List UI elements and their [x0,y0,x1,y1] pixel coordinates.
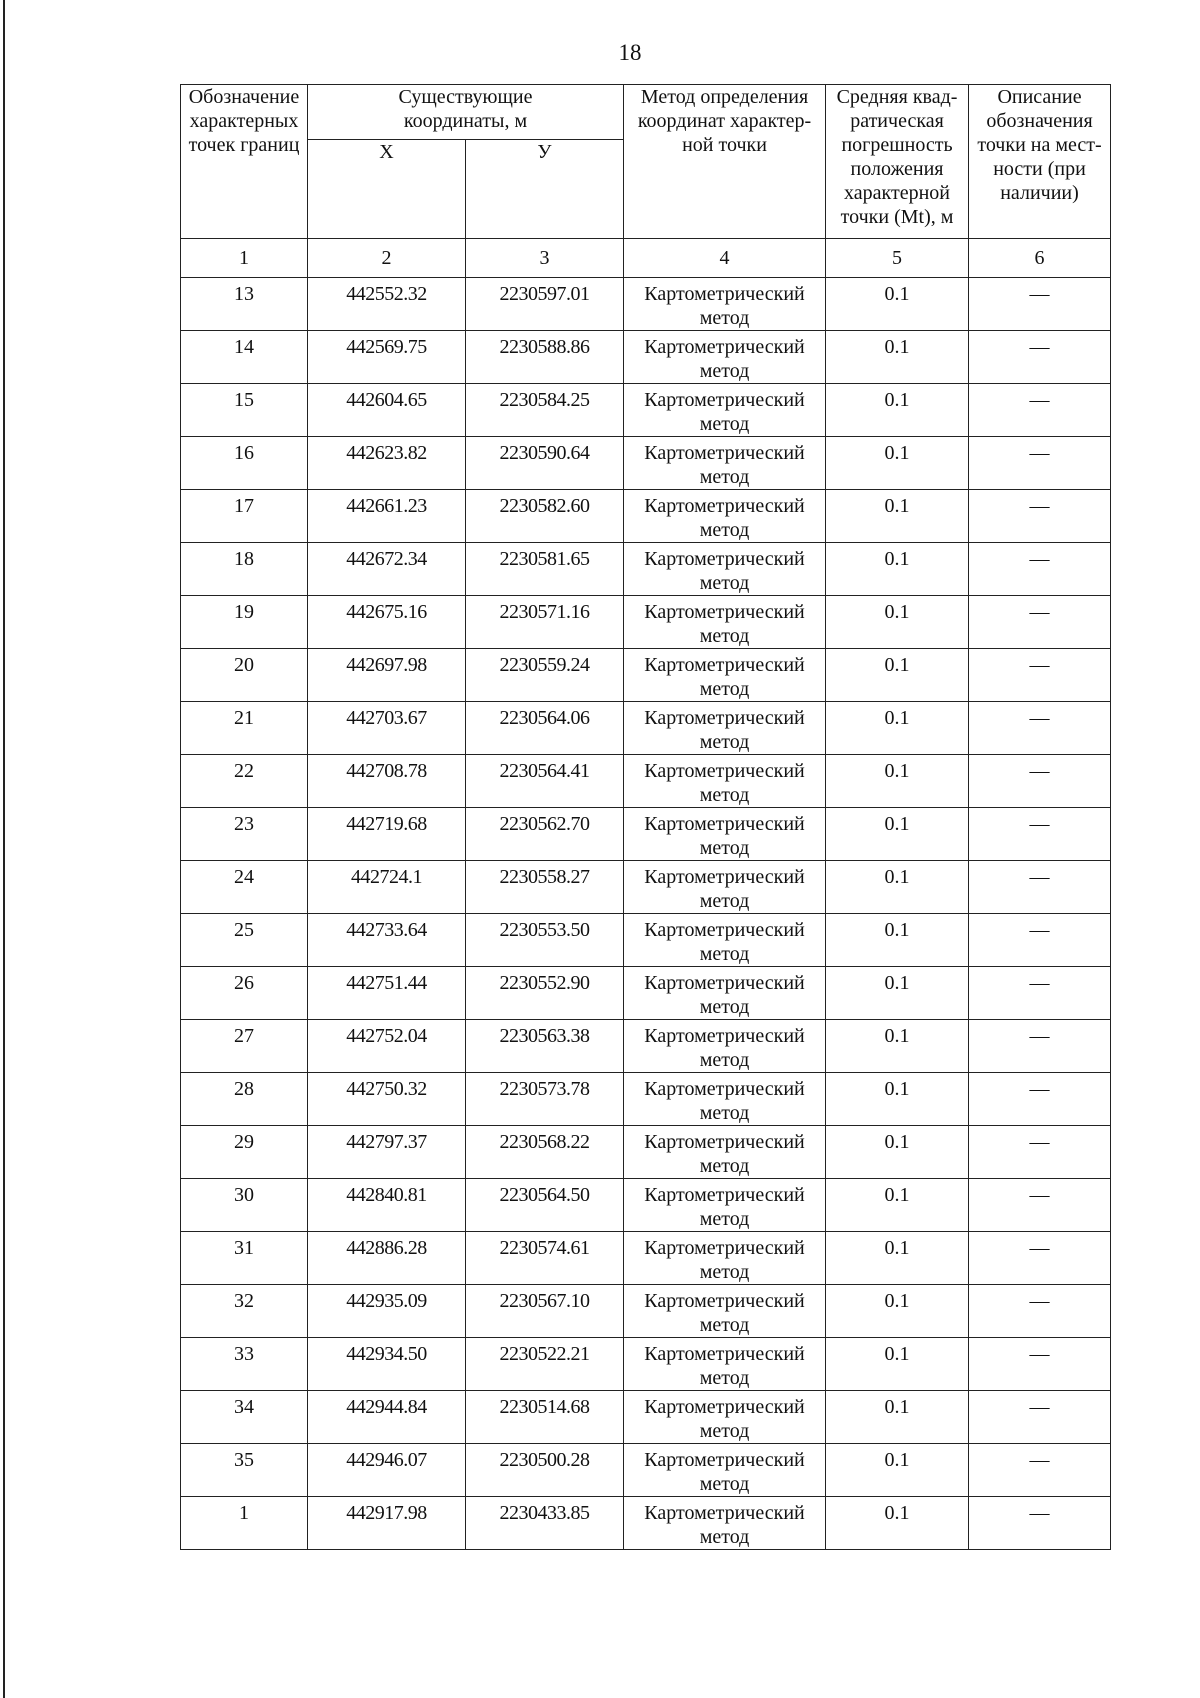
x-coordinate-cell: 442675.16 [308,596,466,649]
y-coordinate-cell: 2230573.78 [466,1073,624,1126]
x-coordinate-cell: 442886.28 [308,1232,466,1285]
description-cell: — [969,596,1111,649]
method-line: метод [699,1367,750,1389]
mt-cell: 0.1 [826,1338,969,1391]
point-number-cell: 33 [181,1338,308,1391]
method-cell [624,1126,826,1179]
point-number-cell: 16 [181,437,308,490]
method-cell [624,755,826,808]
table-row [181,861,1111,914]
y-coordinate-cell: 2230567.10 [466,1285,624,1338]
method-line: Картометрический [644,919,805,941]
point-number-cell: 21 [181,702,308,755]
mt-cell: 0.1 [826,702,969,755]
mt-cell: 0.1 [826,1391,969,1444]
table-row [181,755,1111,808]
method-cell [624,331,826,384]
method-line: метод [699,678,750,700]
method-line: Картометрический [644,1184,805,1206]
method-cell [624,861,826,914]
description-cell: — [969,649,1111,702]
method-line: метод [699,572,750,594]
method-cell [624,490,826,543]
method-line: метод [699,943,750,965]
description-cell: — [969,1444,1111,1497]
y-coordinate-cell: 2230568.22 [466,1126,624,1179]
header-description [969,85,1111,239]
table-row [181,1285,1111,1338]
method-line: Картометрический [644,1396,805,1418]
mt-cell: 0.1 [826,384,969,437]
table-row [181,649,1111,702]
mt-cell: 0.1 [826,1232,969,1285]
description-cell: — [969,702,1111,755]
table-row [181,543,1111,596]
method-line: Картометрический [644,1449,805,1471]
method-line: метод [699,360,750,382]
x-coordinate-cell: 442672.34 [308,543,466,596]
header-line: Обозначение [188,86,300,108]
x-coordinate-cell: 442797.37 [308,1126,466,1179]
table-row [181,914,1111,967]
method-line: Картометрический [644,389,805,411]
method-cell [624,702,826,755]
table-row [181,490,1111,543]
table-body [181,278,1111,1550]
method-line: Картометрический [644,866,805,888]
description-cell: — [969,1179,1111,1232]
description-cell: — [969,1232,1111,1285]
column-number: 1 [181,239,308,278]
x-coordinate-cell: 442751.44 [308,967,466,1020]
table-row [181,1444,1111,1497]
method-cell [624,649,826,702]
method-cell [624,967,826,1020]
point-number-cell: 14 [181,331,308,384]
header-line: ратическая [850,110,944,132]
method-line: Картометрический [644,654,805,676]
point-number-cell: 17 [181,490,308,543]
point-number-cell: 31 [181,1232,308,1285]
x-coordinate-cell: 442724.1 [308,861,466,914]
y-coordinate-cell: 2230553.50 [466,914,624,967]
mt-cell: 0.1 [826,1126,969,1179]
header-line: Описание [997,86,1082,108]
description-cell: — [969,1497,1111,1550]
column-number: 4 [624,239,826,278]
x-coordinate-cell: 442935.09 [308,1285,466,1338]
method-cell [624,1232,826,1285]
table-row [181,808,1111,861]
column-number: 5 [826,239,969,278]
description-cell: — [969,1126,1111,1179]
description-cell: — [969,1020,1111,1073]
y-coordinate-cell: 2230584.25 [466,384,624,437]
column-number: 6 [969,239,1111,278]
method-line: Картометрический [644,707,805,729]
header-line: точки (Mt), м [840,206,954,228]
table-row [181,967,1111,1020]
method-cell [624,384,826,437]
header-line: Существующие [398,86,533,108]
y-coordinate-cell: 2230552.90 [466,967,624,1020]
column-numbers-row [181,239,1111,278]
x-coordinate-cell: 442750.32 [308,1073,466,1126]
header-existing-coordinates [308,85,624,140]
table-row [181,1179,1111,1232]
method-line: метод [699,1473,750,1495]
method-line: метод [699,996,750,1018]
y-coordinate-cell: 2230562.70 [466,808,624,861]
point-number-cell: 29 [181,1126,308,1179]
method-line: Картометрический [644,1502,805,1524]
header-y: У [466,140,624,239]
method-line: Картометрический [644,283,805,305]
header-line: координат характер- [637,110,812,132]
header-x: X [308,140,466,239]
header-line: Метод определения [640,86,809,108]
y-coordinate-cell: 2230582.60 [466,490,624,543]
mt-cell: 0.1 [826,1285,969,1338]
y-coordinate-cell: 2230500.28 [466,1444,624,1497]
method-cell [624,808,826,861]
table-row [181,331,1111,384]
x-coordinate-cell: 442934.50 [308,1338,466,1391]
mt-cell: 0.1 [826,755,969,808]
mt-cell: 0.1 [826,649,969,702]
header-line: точки на мест- [977,134,1102,156]
method-line: метод [699,1208,750,1230]
x-coordinate-cell: 442946.07 [308,1444,466,1497]
mt-cell: 0.1 [826,967,969,1020]
description-cell: — [969,1338,1111,1391]
column-number: 3 [466,239,624,278]
mt-cell: 0.1 [826,596,969,649]
mt-cell: 0.1 [826,1020,969,1073]
method-line: Картометрический [644,336,805,358]
page-number: 18 [618,40,642,65]
y-coordinate-cell: 2230574.61 [466,1232,624,1285]
y-coordinate-cell: 2230571.16 [466,596,624,649]
method-line: Картометрический [644,1025,805,1047]
method-line: метод [699,1049,750,1071]
header-line: погрешность [841,134,953,156]
description-cell: — [969,490,1111,543]
table-row [181,1073,1111,1126]
header-line: обозначения [986,110,1093,132]
y-coordinate-cell: 2230564.06 [466,702,624,755]
table-row [181,278,1111,331]
method-line: Картометрический [644,1078,805,1100]
header-line: характерных [189,110,299,132]
point-number-cell: 28 [181,1073,308,1126]
header-line: характерной [844,182,950,204]
y-coordinate-cell: 2230588.86 [466,331,624,384]
method-line: метод [699,1155,750,1177]
y-coordinate-cell: 2230514.68 [466,1391,624,1444]
method-line: метод [699,1102,750,1124]
y-coordinate-cell: 2230522.21 [466,1338,624,1391]
description-cell: — [969,755,1111,808]
description-cell: — [969,808,1111,861]
y-coordinate-cell: 2230597.01 [466,278,624,331]
method-line: метод [699,625,750,647]
method-cell [624,437,826,490]
method-cell [624,596,826,649]
header-line: точек границ [188,134,300,156]
method-cell [624,1020,826,1073]
x-coordinate-cell: 442840.81 [308,1179,466,1232]
header-mean-square-error [826,85,969,239]
table-row [181,437,1111,490]
mt-cell: 0.1 [826,914,969,967]
mt-cell: 0.1 [826,1073,969,1126]
method-line: метод [699,1526,750,1548]
point-number-cell: 19 [181,596,308,649]
method-line: Картометрический [644,1290,805,1312]
point-number-cell: 20 [181,649,308,702]
mt-cell: 0.1 [826,437,969,490]
y-coordinate-cell: 2230590.64 [466,437,624,490]
mt-cell: 0.1 [826,1497,969,1550]
header-point-designation [181,85,308,239]
point-number-cell: 25 [181,914,308,967]
table-row [181,702,1111,755]
method-cell [624,1338,826,1391]
method-cell [624,1285,826,1338]
table-row [181,1497,1111,1550]
mt-cell: 0.1 [826,331,969,384]
point-number-cell: 15 [181,384,308,437]
table-header [181,85,1111,278]
description-cell: — [969,1285,1111,1338]
mt-cell: 0.1 [826,278,969,331]
point-number-cell: 18 [181,543,308,596]
point-number-cell: 26 [181,967,308,1020]
header-method [624,85,826,239]
method-line: метод [699,890,750,912]
x-coordinate-cell: 442569.75 [308,331,466,384]
description-cell: — [969,914,1111,967]
description-cell: — [969,437,1111,490]
x-coordinate-cell: 442733.64 [308,914,466,967]
coordinates-table [180,84,1111,1550]
method-line: метод [699,784,750,806]
x-coordinate-cell: 442623.82 [308,437,466,490]
method-cell [624,1497,826,1550]
method-line: Картометрический [644,1237,805,1259]
header-line: координаты, м [403,110,528,132]
method-cell [624,278,826,331]
point-number-cell: 27 [181,1020,308,1073]
y-coordinate-cell: 2230563.38 [466,1020,624,1073]
point-number-cell: 1 [181,1497,308,1550]
header-line: ной точки [682,134,767,156]
point-number-cell: 30 [181,1179,308,1232]
mt-cell: 0.1 [826,490,969,543]
mt-cell: 0.1 [826,543,969,596]
y-coordinate-cell: 2230433.85 [466,1497,624,1550]
description-cell: — [969,1391,1111,1444]
point-number-cell: 24 [181,861,308,914]
table-row [181,1020,1111,1073]
mt-cell: 0.1 [826,1444,969,1497]
method-line: Картометрический [644,495,805,517]
header-line: Средняя квад- [836,86,958,108]
method-line: метод [699,1261,750,1283]
table-row [181,596,1111,649]
header-line: ности (при [993,158,1086,180]
x-coordinate-cell: 442917.98 [308,1497,466,1550]
x-coordinate-cell: 442697.98 [308,649,466,702]
x-coordinate-cell: 442661.23 [308,490,466,543]
method-line: метод [699,1420,750,1442]
header-line: наличии) [1000,182,1079,204]
method-line: Картометрический [644,1131,805,1153]
mt-cell: 0.1 [826,808,969,861]
x-coordinate-cell: 442552.32 [308,278,466,331]
point-number-cell: 32 [181,1285,308,1338]
y-coordinate-cell: 2230581.65 [466,543,624,596]
table-row [181,1126,1111,1179]
x-coordinate-cell: 442604.65 [308,384,466,437]
y-coordinate-cell: 2230558.27 [466,861,624,914]
mt-cell: 0.1 [826,861,969,914]
x-coordinate-cell: 442944.84 [308,1391,466,1444]
table-row [181,1391,1111,1444]
method-cell [624,914,826,967]
x-coordinate-cell: 442719.68 [308,808,466,861]
method-cell [624,1073,826,1126]
method-line: Картометрический [644,442,805,464]
method-cell [624,543,826,596]
description-cell: — [969,278,1111,331]
y-coordinate-cell: 2230564.50 [466,1179,624,1232]
y-coordinate-cell: 2230564.41 [466,755,624,808]
y-coordinate-cell: 2230559.24 [466,649,624,702]
method-cell [624,1444,826,1497]
x-coordinate-cell: 442703.67 [308,702,466,755]
description-cell: — [969,543,1111,596]
method-cell [624,1391,826,1444]
page-left-edge-line [3,0,5,1698]
method-line: метод [699,413,750,435]
method-line: Картометрический [644,548,805,570]
description-cell: — [969,1073,1111,1126]
method-line: Картометрический [644,1343,805,1365]
description-cell: — [969,331,1111,384]
method-line: метод [699,466,750,488]
x-coordinate-cell: 442752.04 [308,1020,466,1073]
method-line: метод [699,307,750,329]
point-number-cell: 34 [181,1391,308,1444]
method-line: метод [699,837,750,859]
mt-cell: 0.1 [826,1179,969,1232]
description-cell: — [969,967,1111,1020]
table-row [181,384,1111,437]
method-line: метод [699,519,750,541]
point-number-cell: 13 [181,278,308,331]
method-line: Картометрический [644,601,805,623]
header-line: положения [850,158,944,180]
point-number-cell: 35 [181,1444,308,1497]
method-line: Картометрический [644,760,805,782]
method-cell [624,1179,826,1232]
description-cell: — [969,384,1111,437]
column-number: 2 [308,239,466,278]
method-line: метод [699,731,750,753]
point-number-cell: 22 [181,755,308,808]
x-coordinate-cell: 442708.78 [308,755,466,808]
method-line: Картометрический [644,972,805,994]
table-row [181,1232,1111,1285]
description-cell: — [969,861,1111,914]
method-line: Картометрический [644,813,805,835]
table-row [181,1338,1111,1391]
point-number-cell: 23 [181,808,308,861]
method-line: метод [699,1314,750,1336]
